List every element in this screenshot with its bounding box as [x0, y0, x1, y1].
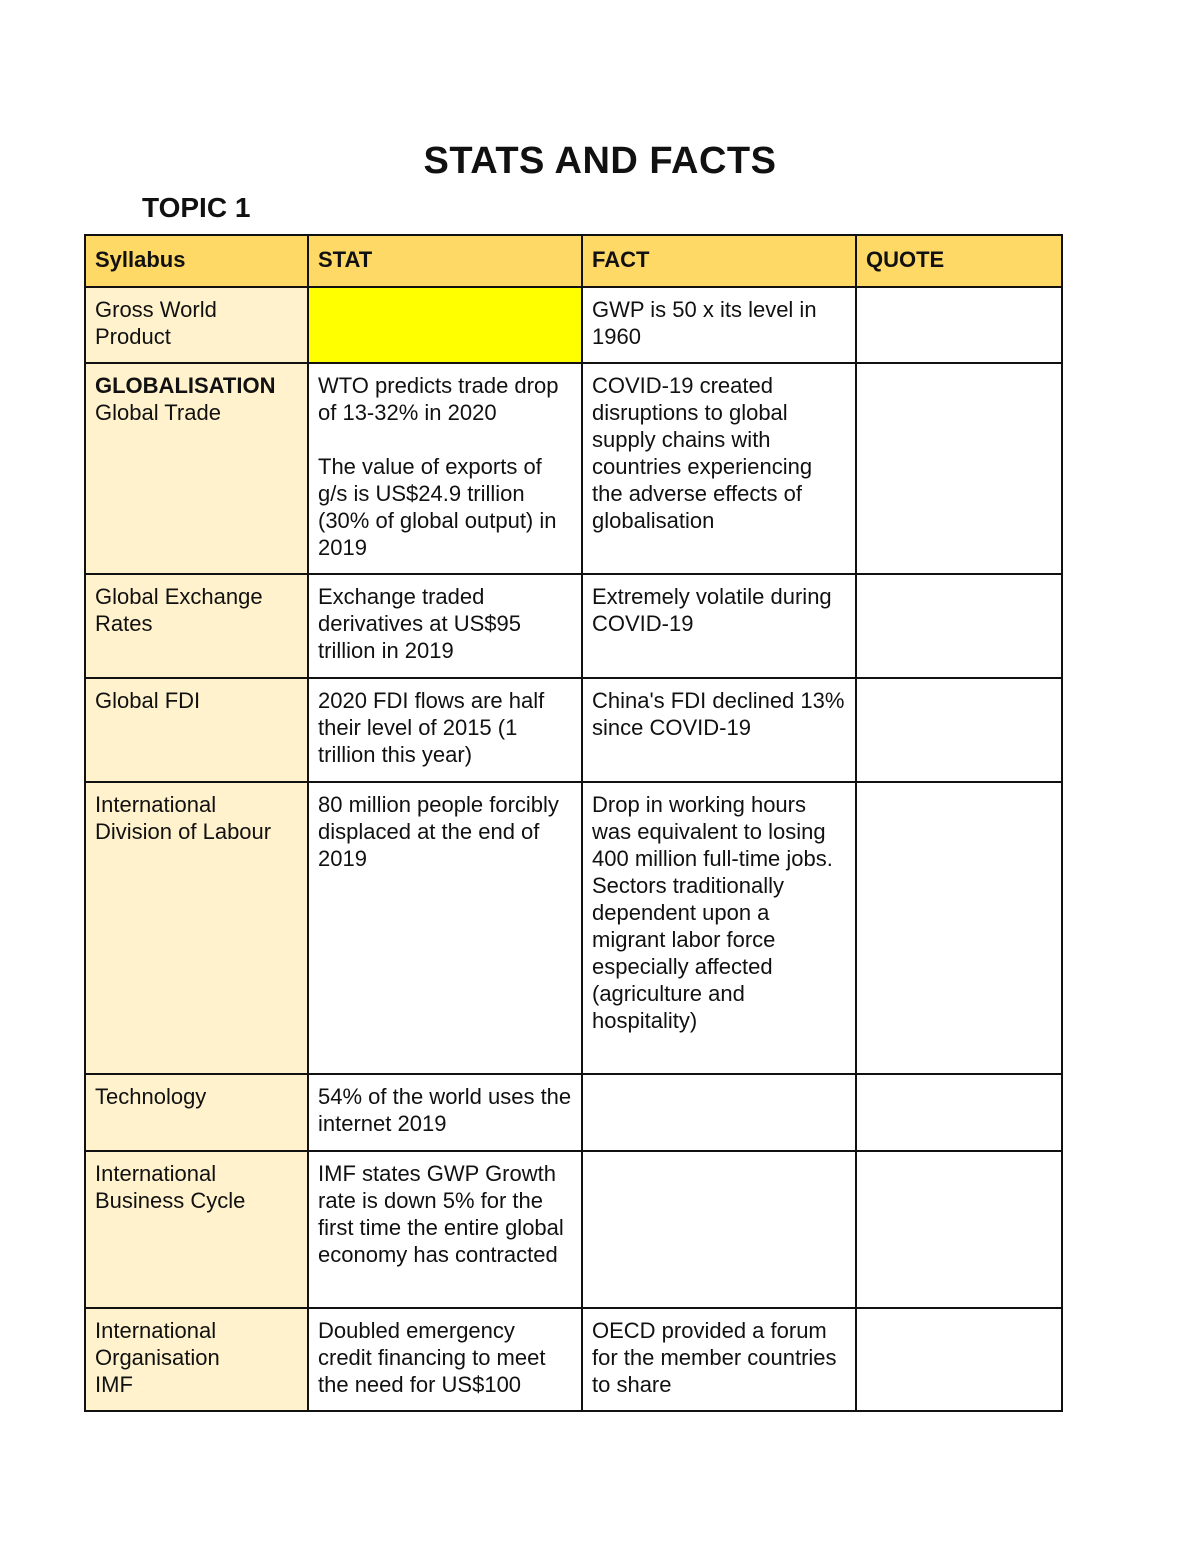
table-row	[85, 1151, 1062, 1308]
syllabus-cell: Technology	[85, 1074, 308, 1151]
stat-cell: IMF states GWP Growth rate is down 5% for the first time the entire global economy has contracted	[308, 1151, 582, 1308]
stat-cell	[308, 363, 582, 574]
fact-text: Drop in working hours was equivalent to losing 400 million full-time jobs.	[592, 792, 833, 871]
syllabus-cell	[85, 1308, 308, 1411]
header-fact: FACT	[582, 235, 856, 287]
syllabus-topic-extra: IMF	[95, 1372, 133, 1397]
quote-cell	[856, 287, 1062, 363]
stat-text-extra: The value of exports of g/s is US$24.9 trillion (30% of global output) in 2019	[318, 454, 557, 560]
stat-cell: 80 million people forcibly displaced at the end of 2019	[308, 782, 582, 1074]
fact-text-extra: Sectors traditionally dependent upon a migrant labor force especially affected (agriculture and hospitality)	[592, 873, 784, 1033]
stat-cell: 2020 FDI flows are half their level of 2015 (1 trillion this year)	[308, 678, 582, 782]
table-row	[85, 782, 1062, 1074]
fact-cell: OECD provided a forum for the member countries to share	[582, 1308, 856, 1411]
syllabus-cell: International Business Cycle	[85, 1151, 308, 1308]
fact-cell	[582, 1074, 856, 1151]
quote-cell	[856, 678, 1062, 782]
syllabus-cell	[85, 363, 308, 574]
syllabus-cell: Global FDI	[85, 678, 308, 782]
fact-cell: Extremely volatile during COVID-19	[582, 574, 856, 678]
fact-cell	[582, 1151, 856, 1308]
stat-cell-highlighted	[308, 287, 582, 363]
table-row	[85, 574, 1062, 678]
quote-cell	[856, 1074, 1062, 1151]
stat-cell: Doubled emergency credit financing to meet the need for US$100	[308, 1308, 582, 1411]
stat-cell: 54% of the world uses the internet 2019	[308, 1074, 582, 1151]
syllabus-cell: Global Exchange Rates	[85, 574, 308, 678]
quote-cell	[856, 782, 1062, 1074]
syllabus-topic: International Organisation	[95, 1318, 220, 1370]
syllabus-cell: International Division of Labour	[85, 782, 308, 1074]
syllabus-subtopic: Global Trade	[95, 400, 221, 425]
fact-cell	[582, 782, 856, 1074]
page-title: STATS AND FACTS	[423, 140, 777, 182]
stat-cell: Exchange traded derivatives at US$95 trillion in 2019	[308, 574, 582, 678]
header-quote: QUOTE	[856, 235, 1062, 287]
topic-heading: TOPIC 1	[142, 192, 251, 223]
table-row	[85, 1074, 1062, 1151]
table-row	[85, 678, 1062, 782]
table-row	[85, 363, 1062, 574]
quote-cell	[856, 1308, 1062, 1411]
stats-table	[84, 234, 1063, 1412]
fact-cell: COVID-19 created disruptions to global supply chains with countries experiencing the adverse effects of globalisation	[582, 363, 856, 574]
quote-cell	[856, 363, 1062, 574]
syllabus-heading: GLOBALISATION	[95, 373, 276, 398]
table-header-row	[85, 235, 1062, 287]
header-syllabus: Syllabus	[85, 235, 308, 287]
table-row	[85, 1308, 1062, 1411]
header-stat: STAT	[308, 235, 582, 287]
stat-text: WTO predicts trade drop of 13-32% in 2020	[318, 373, 559, 425]
quote-cell	[856, 574, 1062, 678]
syllabus-cell: Gross World Product	[85, 287, 308, 363]
fact-cell: China's FDI declined 13% since COVID-19	[582, 678, 856, 782]
quote-cell	[856, 1151, 1062, 1308]
table-row	[85, 287, 1062, 363]
fact-cell: GWP is 50 x its level in 1960	[582, 287, 856, 363]
